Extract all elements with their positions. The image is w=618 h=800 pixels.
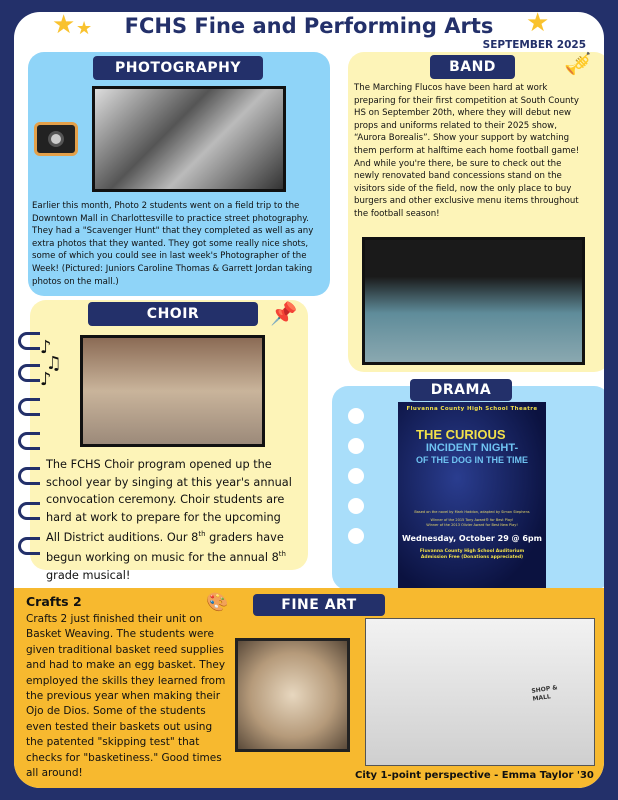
photography-section (28, 52, 330, 296)
choir-section (30, 300, 308, 582)
decor-dot (348, 498, 364, 514)
choir-photo (80, 335, 265, 447)
binder-ring-icon (18, 364, 40, 382)
camera-icon (34, 122, 78, 156)
palette-icon: 🎨 (206, 592, 229, 613)
music-notes-icon: ♪ ♫ ♪ (40, 337, 62, 390)
decor-dot (348, 468, 364, 484)
drama-heading: DRAMA (410, 379, 512, 401)
trumpet-icon: 🎺 (564, 52, 592, 77)
page-title: FCHS Fine and Performing Arts (124, 14, 494, 38)
fine-art-heading: FINE ART (253, 594, 385, 616)
decor-dot (348, 528, 364, 544)
fine-art-caption: City 1-point perspective - Emma Taylor '30 (355, 770, 594, 781)
pushpin-icon: 📌 (270, 302, 298, 327)
city-drawing: SHOP & MALL (365, 618, 595, 766)
basket-photo (235, 638, 350, 752)
band-heading: BAND (430, 55, 515, 79)
star-icon: ★ (526, 12, 550, 38)
photography-heading: PHOTOGRAPHY (93, 56, 263, 80)
binder-ring-icon (18, 502, 40, 520)
binder-ring-icon (18, 537, 40, 555)
binder-ring-icon (18, 332, 40, 350)
star-icon: ★ (52, 12, 76, 40)
photography-photo (92, 86, 286, 192)
crafts-heading: Crafts 2 (26, 594, 82, 609)
choir-heading: CHOIR (88, 302, 258, 326)
decor-dot (348, 438, 364, 454)
decor-dot (348, 408, 364, 424)
newsletter-page (14, 12, 604, 788)
drama-poster: Fluvanna County High School Theatre THE CURIOUS INCIDENT NIGHT- OF THE DOG IN THE TIME Based on the novel by Mark Haddon, adapted by Simon Stephens Winner of the 2015 Tony Award® for Best Play! Winner of the 2013 Olivier Award for Best New Play! Wednesday, October 29 @ 6pm Fluvanna County High School Auditorium Admission Free (Donations appreciated) (398, 402, 546, 592)
band-photo (362, 237, 585, 365)
band-text: The Marching Flucos have been hard at work preparing for their first competition at South County HS on September 20th, where they will debut new props and uniforms related to their 2025 show, “Aurora Borealis”. Show your support by watching them perform at halftime each home football game! And while you're there, be sure to check out the newly renovated band concessions stand on the visitors side of the field, now the only place to buy burgers and other exclusive menu items throughout the football season! (354, 83, 580, 219)
binder-ring-icon (18, 398, 40, 416)
crafts-fine-art-section (14, 588, 604, 788)
issue-date: SEPTEMBER 2025 (482, 39, 586, 51)
crafts-text: Crafts 2 just finished their unit on Basket Weaving. The students were given traditional basket reed supplies and had to make an egg basket. They employed the skills they learned from the previous year when making their Ojo de Dios. Some of the students even tested their baskets out using the patented "skipping test" that checks for "basketiness." Good times all around! (26, 613, 226, 780)
binder-ring-icon (18, 432, 40, 450)
band-section (348, 52, 604, 372)
choir-text: The FCHS Choir program opened up the school year by singing at this year's annual convocation ceremony. Choir students are hard at work to prepare for the upcoming All District auditions. Our 8th graders have begun working on music for the annual 8th grade musical! (46, 458, 292, 582)
photography-text: Earlier this month, Photo 2 students went on a field trip to the Downtown Mall in Charlottesville to practice street photography. They had a "Scavenger Hunt" that they completed as well as any extra photos that they wanted. They got some really nice shots, some of which you could see in last week's Photographer of the Week! (Pictured: Juniors Caroline Thomas & Garrett Jordan taking photos on the mall.) (32, 201, 314, 287)
binder-ring-icon (18, 467, 40, 485)
star-icon: ★ (76, 18, 93, 39)
